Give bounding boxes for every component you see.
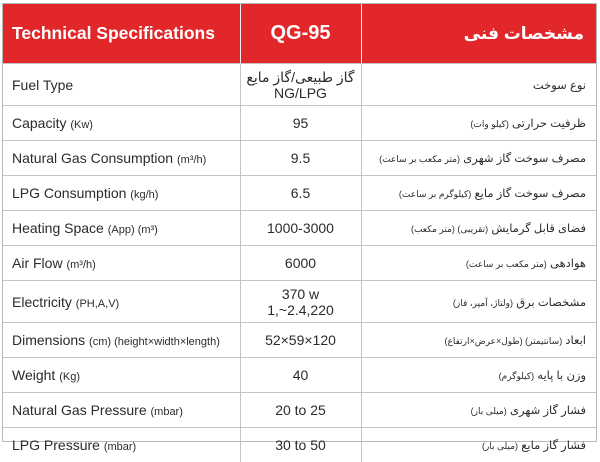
spec-value-line: 52×59×120 <box>241 332 361 348</box>
spec-unit-fa: (تقریبی) (متر مکعب) <box>411 224 488 234</box>
spec-label-fa-text: مصرف سوخت گاز شهری <box>463 153 586 165</box>
spec-row <box>3 106 596 141</box>
spec-unit-fa: (کیلو وات) <box>470 119 508 129</box>
spec-unit-fa: (ولتاژ، آمپر، فاز) <box>453 298 513 308</box>
spec-unit-en: (m³/h) <box>66 259 95 271</box>
spec-unit-en: (Kw) <box>70 119 93 131</box>
spec-value <box>240 358 361 393</box>
spec-label-fa <box>361 211 596 246</box>
spec-label-fa <box>361 176 596 211</box>
spec-label-text: Heating Space <box>12 220 104 236</box>
spec-label-text: Weight <box>12 367 55 383</box>
spec-unit-fa: (متر مکعب بر ساعت) <box>466 259 547 269</box>
spec-unit-en: (mbar) <box>151 406 183 418</box>
spec-label-fa-text: مشخصات برق <box>516 297 586 309</box>
spec-value-line: 6.5 <box>241 185 361 201</box>
spec-label-fa <box>361 393 596 428</box>
spec-value <box>240 106 361 141</box>
spec-body <box>3 64 596 462</box>
spec-row <box>3 246 596 281</box>
model-title: QG-95 <box>240 4 361 64</box>
spec-label-fa <box>361 281 596 323</box>
spec-row <box>3 211 596 246</box>
spec-label-fa-text: مصرف سوخت گاز مایع <box>475 188 586 200</box>
spec-value-line: گاز طبیعی/گاز مایع <box>241 69 361 85</box>
spec-value-line: 1000-3000 <box>241 220 361 236</box>
spec-label-en <box>3 106 240 141</box>
spec-label-fa <box>361 428 596 462</box>
spec-unit-fa: (کیلوگرم بر ساعت) <box>399 189 471 199</box>
spec-value-line: NG/LPG <box>241 85 361 101</box>
spec-label-fa <box>361 323 596 358</box>
spec-unit-fa: (میلی بار) <box>482 441 518 451</box>
spec-label-en <box>3 64 240 106</box>
spec-value <box>240 246 361 281</box>
spec-label-text: Electricity <box>12 294 72 310</box>
spec-label-fa-text: فشار گاز مایع <box>521 440 586 452</box>
spec-label-fa-text: هوادهی <box>550 258 586 270</box>
spec-label-en <box>3 358 240 393</box>
spec-label-en <box>3 393 240 428</box>
spec-unit-fa: (سانتیمتر) (طول×عرض×ارتفاع) <box>445 336 563 346</box>
spec-label-text: Air Flow <box>12 255 63 271</box>
english-title: Technical Specifications <box>3 4 240 64</box>
spec-label-en <box>3 141 240 176</box>
spec-row <box>3 358 596 393</box>
spec-unit-en: (PH,A,V) <box>76 298 119 310</box>
spec-row <box>3 64 596 106</box>
spec-label-en <box>3 428 240 462</box>
spec-value-line: 1,~2.4,220 <box>241 302 361 318</box>
spec-row <box>3 141 596 176</box>
spec-value <box>240 323 361 358</box>
spec-table <box>3 4 596 462</box>
spec-value-line: 20 to 25 <box>241 402 361 418</box>
spec-value-line: 40 <box>241 367 361 383</box>
spec-label-fa <box>361 246 596 281</box>
spec-value <box>240 141 361 176</box>
spec-label-fa <box>361 141 596 176</box>
spec-label-text: Dimensions <box>12 332 85 348</box>
spec-unit-en: (kg/h) <box>130 189 158 201</box>
spec-sheet <box>2 3 597 442</box>
spec-row <box>3 428 596 462</box>
spec-row <box>3 323 596 358</box>
persian-title: مشخصات فنی <box>361 4 596 64</box>
spec-row <box>3 281 596 323</box>
spec-value-line: 30 to 50 <box>241 437 361 453</box>
spec-label-text: Capacity <box>12 115 66 131</box>
spec-unit-en: (mbar) <box>104 441 136 453</box>
spec-unit-en: (Kg) <box>59 371 80 383</box>
spec-label-en <box>3 323 240 358</box>
spec-label-text: Natural Gas Consumption <box>12 150 173 166</box>
spec-label-fa <box>361 64 596 106</box>
spec-unit-en: (cm) (height×width×length) <box>89 336 220 348</box>
spec-label-text: LPG Consumption <box>12 185 126 201</box>
spec-unit-fa: (کیلوگرم) <box>499 371 534 381</box>
spec-label-fa-text: ظرفیت حرارتی <box>512 118 586 130</box>
spec-unit-fa: (میلی بار) <box>471 406 507 416</box>
spec-label-en <box>3 281 240 323</box>
spec-value-line: 9.5 <box>241 150 361 166</box>
spec-label-en <box>3 246 240 281</box>
spec-label-fa-text: وزن با پایه <box>537 370 586 382</box>
spec-label-fa-text: ابعاد <box>565 335 586 347</box>
spec-row <box>3 176 596 211</box>
spec-value <box>240 64 361 106</box>
spec-value-line: 95 <box>241 115 361 131</box>
header-row <box>3 4 596 64</box>
spec-label-fa-text: نوع سوخت <box>533 80 586 92</box>
spec-label-fa <box>361 358 596 393</box>
spec-label-text: LPG Pressure <box>12 437 100 453</box>
spec-value <box>240 428 361 462</box>
spec-label-en <box>3 176 240 211</box>
spec-row <box>3 393 596 428</box>
spec-unit-fa: (متر مکعب بر ساعت) <box>379 154 460 164</box>
spec-label-fa <box>361 106 596 141</box>
spec-unit-en: (m³/h) <box>177 154 206 166</box>
spec-label-fa-text: فشار گاز شهری <box>510 405 586 417</box>
spec-value <box>240 281 361 323</box>
spec-label-fa-text: فضای قابل گرمایش <box>491 223 586 235</box>
spec-value-line: 6000 <box>241 255 361 271</box>
spec-unit-en: (App) (m³) <box>108 224 158 236</box>
spec-value <box>240 211 361 246</box>
spec-value <box>240 176 361 211</box>
spec-label-text: Natural Gas Pressure <box>12 402 147 418</box>
spec-label-text: Fuel Type <box>12 77 73 93</box>
spec-value <box>240 393 361 428</box>
spec-label-en <box>3 211 240 246</box>
spec-value-line: 370 w <box>241 286 361 302</box>
